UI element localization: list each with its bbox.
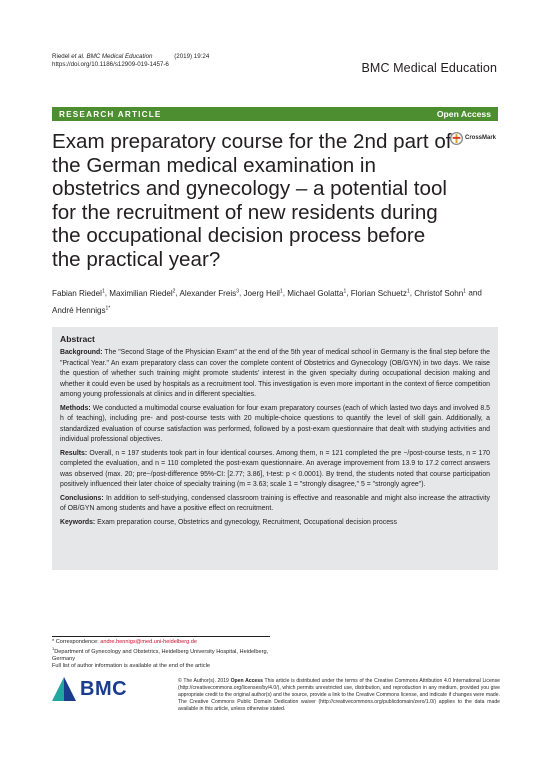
citation-journal: BMC Medical Education (86, 53, 153, 60)
author-name[interactable]: André Hennigs$^{1*}$ (52, 305, 111, 315)
author-name[interactable]: Michael Golatta$^1$ (287, 288, 347, 298)
license-text (178, 678, 500, 713)
author-affiliation: 1 (463, 288, 467, 294)
author-affiliation: 1 (406, 288, 410, 294)
article-type-banner (52, 107, 498, 121)
article-type: RESEARCH ARTICLE (59, 109, 162, 119)
open-access-note: Open Access (230, 678, 263, 684)
abstract-background (60, 348, 490, 401)
bmc-mark-icon (52, 677, 76, 701)
author-name[interactable]: Fabian Riedel$^1$ (52, 288, 105, 298)
crossmark-icon (450, 132, 463, 145)
methods-label: Methods: (60, 404, 91, 412)
affiliation-text: Department of Gynecology and Obstetrics, Heidelberg University Hospital, Heidelberg, Germany (52, 648, 269, 662)
author-affiliation: 3 (236, 288, 239, 294)
conclusions-text: In addition to self-studying, condensed classroom training is effective and reasonable and might also increase the attractivity of OB/GYN among students and have a positive effect on recruitment. (60, 494, 490, 512)
article-title: Exam preparatory course for the 2nd part of the German medical examination in obstetrics and gynecology – a potential tool for the recruitment of new residents during the occupational decision process before the practical year? (52, 130, 452, 271)
abstract-results (60, 449, 490, 491)
journal-brand: BMC Medical Education (361, 61, 497, 75)
author-name[interactable]: Joerg Heil$^1$ (243, 288, 283, 298)
copyright: © The Author(s). 2019 (178, 678, 229, 684)
abstract-heading: Abstract (60, 334, 95, 344)
conclusions-label: Conclusions: (60, 494, 104, 502)
citation-header (52, 53, 209, 69)
open-access-label: Open Access (436, 109, 491, 119)
author-joiner: and (466, 288, 482, 298)
abstract-methods (60, 404, 490, 446)
keywords-text: Exam preparation course, Obstetrics and gynecology, Recruitment, Occupational decision process (97, 518, 397, 526)
citation-author: Riedel (52, 53, 70, 60)
footnotes (52, 639, 292, 669)
crossmark-button[interactable] (450, 131, 498, 145)
keywords-label: Keywords: (60, 518, 96, 526)
author-list: Fabian Riedel$^1$, Maximilian Riedel$^2$, Alexander Freis$^3$, Joerg Heil$^1$, Michael Golatta$^1$, Florian Schuetz$^1$, Christof Sohn$^1$ and André Hennigs$^{1*}$ (52, 288, 482, 315)
methods-text: We conducted a multimodal course evaluation for four exam preparatory courses (each of which lasted two days and involved 8.5 h of teaching), including pre- and post-course tests with 20 multiple-choice questions to quantify the level of skill gain. Additionally, a standardized evaluation of course satisfaction was performed, followed by a post-exam questionnaire that dealt with studying activities and individual professional objectives. (60, 404, 490, 443)
bmc-logo (52, 676, 128, 702)
background-label: Background: (60, 349, 103, 356)
author-affiliation: 1 (279, 288, 283, 294)
author-name[interactable]: Christof Sohn$^1$ (414, 288, 467, 298)
full-list-note: Full list of author information is available at the end of the article (52, 662, 210, 669)
correspondence-email[interactable]: andre.hennigs@med.uni-heidelberg.de (100, 639, 198, 645)
results-text: Overall, n = 197 students took part in four identical courses. Among them, n = 121 completed the pre −/post-course tests, n = 170 completed the evaluation, and n = 110 completed the post-exam questionnaire. An average improvement from 13.9 to 17.2 correct answers was observed (max. 20; pre−/post-difference 95%-CI: [2.77; 3.86], t-test: p < 0.0001). By trend, the students noted that course participation positively influenced their later choice of specialty training (m = 3.63; scale 1 = "strongly disagree," 5 = "strongly agree"). (60, 449, 490, 488)
results-label: Results: (60, 449, 88, 457)
author-affiliation: 1* (105, 305, 111, 312)
author-name[interactable]: Alexander Freis$^3$ (179, 288, 239, 298)
crossmark-label: CrossMark (465, 135, 497, 141)
abstract-keywords (60, 518, 490, 529)
doi-link[interactable]: https://doi.org/10.1186/s12909-019-1457-6 (52, 61, 169, 68)
author-affiliation: 2 (172, 288, 176, 294)
background-text: The "Second Stage of the Physician Exam" at the end of the 5th year of medical school in Germany is the final step before the "Practical Year." An exam preparatory class can cover the complete content of Obstetrics and Gynecology (OB/GYN) in two days. We raise the question of whether such training might promote students' interest in the given specialty during occupational decision making and whether it could even be used by hospitals as a recruitment tool. This investigation is even more important in the context of fierce competition among young professionals at clinics and in different specialties. (60, 349, 490, 398)
author-affiliation: 1 (343, 288, 347, 294)
correspondence-label: * Correspondence: (52, 639, 99, 645)
author-name[interactable]: Maximilian Riedel$^2$ (109, 288, 176, 298)
abstract-box (52, 327, 498, 570)
footnote-divider (52, 636, 270, 637)
bmc-logo-text: BMC (80, 677, 128, 700)
author-affiliation: 1 (101, 288, 105, 294)
license-body: This article is distributed under the terms of the Creative Commons Attribution 4.0 International License (http://creativecommons.org/licenses/by/4.0/), which permits unrestricted use, distribution, and reproduction in any medium, provided you give appropriate credit to the original author(s) and the source, provide a link to the Creative Commons license, and indicate if changes were made. The Creative Commons Public Domain Dedication waiver (http://creativecommons.org/publicdomain/zero/1.0/) applies to the data made available in this article, unless otherwise stated. (178, 678, 501, 713)
abstract-conclusions (60, 494, 490, 515)
citation-year: (2019) 19:24 (174, 53, 210, 60)
author-name[interactable]: Florian Schuetz$^1$ (350, 288, 410, 298)
affiliation-number: 1 (52, 645, 55, 651)
citation-etal: et al. (71, 53, 85, 60)
